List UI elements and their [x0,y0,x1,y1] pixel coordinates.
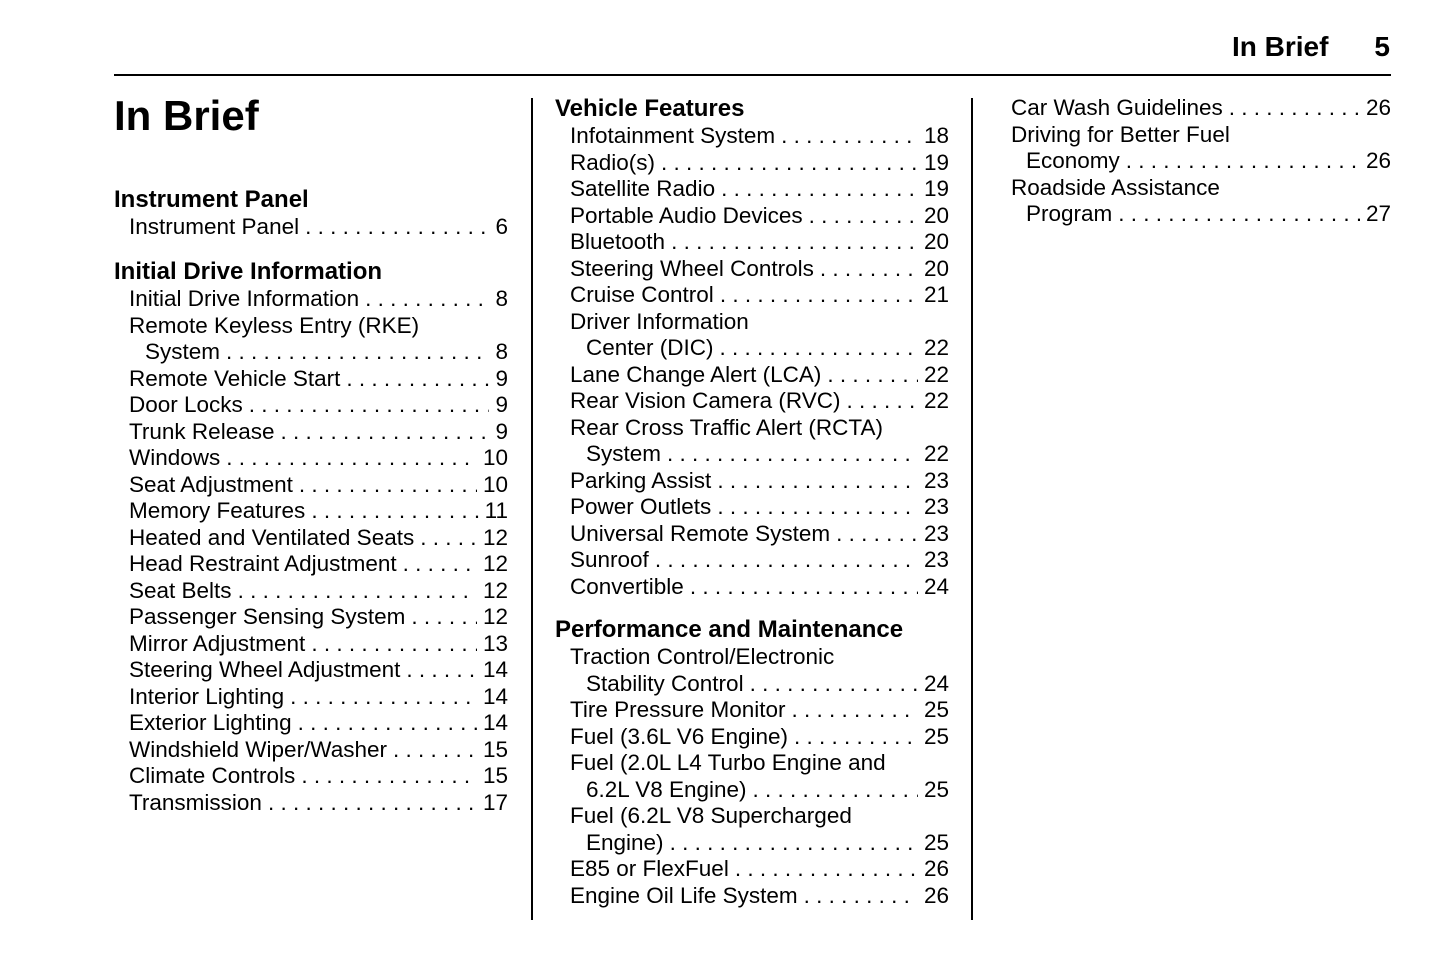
dot-leader [238,578,477,605]
toc-entry-line [114,763,508,790]
dot-leader [365,286,489,313]
toc-entry-line [114,710,508,737]
toc-entry [114,286,508,313]
toc-entry-line [555,176,949,203]
toc-entry-line [114,525,508,552]
entry-page-number: 12 [482,524,508,550]
entry-label: Traction Control/Electronic [570,644,835,669]
toc-entry-line [1011,95,1391,122]
dot-leader [411,604,477,631]
entry-page-number: 20 [923,202,949,228]
dot-leader [690,574,918,601]
entry-page-number: 20 [923,229,949,254]
entry-page-number: 17 [482,789,508,815]
dot-leader [717,468,918,495]
toc-entry [555,856,949,883]
toc-section [555,95,949,600]
toc-entry [114,498,508,525]
entry-page-number: 24 [923,670,949,696]
entry-label: Transmission [129,789,262,815]
dot-leader [753,777,918,804]
entry-page-number: 12 [482,577,508,603]
running-head-title: In Brief [1231,31,1329,62]
entry-page-number: 24 [923,573,949,599]
dot-leader [346,366,489,393]
entry-page-number: 14 [482,683,508,709]
dot-leader [661,150,918,177]
toc-entry [114,710,508,737]
toc-entry [555,415,949,468]
entry-label: Sunroof [570,547,649,572]
dot-leader [299,472,477,499]
toc-entry-line [555,574,949,601]
entry-page-number: 9 [495,418,508,444]
entry-page-number: 23 [923,467,949,493]
entry-label: Remote Keyless Entry (RKE) [129,312,420,338]
toc-entry-line [555,883,949,910]
toc-entry-line [555,388,949,415]
toc-entry-line [555,697,949,724]
toc-entry-line [555,229,949,256]
entry-label: Head Restraint Adjustment [129,551,397,576]
dot-leader [298,710,477,737]
toc-entry [114,763,508,790]
entry-label: E85 or FlexFuel [570,856,729,881]
toc-entry-line [114,445,508,472]
toc-section [1011,95,1391,228]
toc-entry-line [114,737,508,764]
entry-label: Cruise Control [570,282,714,307]
entry-page-number: 13 [482,630,508,656]
entry-label: Universal Remote System [570,520,831,546]
dot-leader [393,737,477,764]
entry-page-number: 18 [923,123,949,148]
entry-label: Initial Drive Information [129,286,360,311]
toc-entry [114,214,508,241]
entry-label: Rear Vision Camera (RVC) [570,388,841,413]
toc-entry [114,604,508,631]
entry-page-number: 8 [495,286,508,311]
toc-entry [555,468,949,495]
toc-entry-line [555,123,949,150]
dot-leader [671,229,918,256]
toc-entry-line [114,551,508,578]
dot-leader [667,441,918,468]
dot-leader [311,498,478,525]
toc-entry [555,697,949,724]
toc-entry-line [114,657,508,684]
entry-page-number: 14 [482,657,508,682]
toc-entry [555,547,949,574]
dot-leader [311,631,477,658]
dot-leader [420,525,477,552]
toc-entry-line [114,578,508,605]
toc-entry-line [114,214,508,241]
entry-label: Infotainment System [570,123,776,148]
dot-leader [1118,201,1360,228]
toc-entry [114,419,508,446]
entry-label: Economy [1026,148,1120,173]
toc-section [555,616,949,909]
dot-leader [655,547,918,574]
entry-label: Windows [129,445,221,470]
entry-label: Interior Lighting [129,683,285,709]
toc-entry-line [114,286,508,313]
entry-page-number: 26 [1365,95,1391,120]
entry-label: Trunk Release [129,418,275,444]
toc-entry [555,282,949,309]
section-entries [1011,95,1391,228]
toc-entry-line [1011,148,1391,175]
dot-leader [226,445,477,472]
entry-label: Steering Wheel Controls [570,255,814,281]
toc-entry [555,521,949,548]
dot-leader [794,724,918,751]
entry-label: Satellite Radio [570,176,716,201]
entry-label: Rear Cross Traffic Alert (RCTA) [570,414,883,440]
entry-page-number: 25 [923,697,949,722]
toc-entry [555,256,949,283]
toc-entry [1011,175,1391,228]
toc-entry-line [555,494,949,521]
toc-entry [555,644,949,697]
dot-leader [720,282,918,309]
toc-entry [114,551,508,578]
entry-label: Mirror Adjustment [129,630,306,656]
chapter-title: In Brief [114,92,259,139]
toc-entry [114,631,508,658]
toc-entry-line [555,441,949,468]
toc-entry-line [555,724,949,751]
toc-entry [114,684,508,711]
toc-entry [114,472,508,499]
toc-entry-line [114,604,508,631]
entry-page-number: 8 [495,339,508,364]
entry-label: Engine) [586,829,664,855]
entry-label: Remote Vehicle Start [129,365,341,391]
toc-entry-line [555,203,949,230]
toc-entry [555,494,949,521]
toc-entry-line [114,392,508,419]
entry-label: Fuel (6.2L V8 Supercharged [570,803,852,828]
dot-leader [781,123,918,150]
entry-page-number: 25 [923,829,949,855]
toc-entry [114,790,508,817]
entry-label: Passenger Sensing System [129,604,406,629]
toc-entry [114,445,508,472]
toc-entry [555,883,949,910]
entry-page-number: 22 [923,335,949,360]
entry-page-number: 26 [923,856,949,881]
toc-entry-line [114,790,508,817]
toc-entry [1011,95,1391,122]
toc-entry [114,737,508,764]
entry-label: Seat Belts [129,577,232,603]
dot-leader [226,339,489,366]
column-divider [531,98,533,920]
toc-entry-line [114,419,508,446]
entry-label: Instrument Panel [129,214,300,239]
entry-page-number: 12 [482,604,508,629]
dot-leader [249,392,490,419]
dot-leader [290,684,477,711]
toc-entry-line [555,256,949,283]
dot-leader [847,388,918,415]
toc-entry [555,750,949,803]
entry-page-number: 25 [923,776,949,802]
entry-page-number: 10 [482,445,508,470]
dot-leader [406,657,477,684]
column-divider [971,98,973,920]
entry-label: System [145,339,221,364]
dot-leader [717,494,918,521]
toc-entry [555,362,949,389]
toc-entry-line [114,366,508,393]
dot-leader [809,203,918,230]
page-number: 5 [1374,31,1390,62]
entry-page-number: 15 [482,763,508,788]
toc-entry [555,724,949,751]
entry-page-number: 22 [923,441,949,466]
toc-entry [555,388,949,415]
entry-label: Windshield Wiper/Washer [129,736,387,762]
entry-page-number: 14 [482,710,508,735]
toc-entry-line [555,521,949,548]
entry-page-number: 19 [923,149,949,175]
dot-leader [836,521,918,548]
entry-label: Tire Pressure Monitor [570,697,786,722]
dot-leader [804,883,918,910]
toc-section [114,258,508,816]
dot-leader [280,419,489,446]
entry-label: Door Locks [129,392,243,417]
dot-leader [305,214,489,241]
entry-label: Seat Adjustment [129,471,293,497]
header-rule [114,74,1391,76]
toc-entry-line [555,777,949,804]
toc-entry [555,123,949,150]
dot-leader [1229,95,1360,122]
entry-page-number: 25 [923,723,949,749]
toc-entry-line [555,671,949,698]
entry-page-number: 26 [923,882,949,908]
dot-leader [720,335,918,362]
entry-page-number: 9 [495,392,508,417]
toc-entry-line [555,282,949,309]
toc-entry [555,203,949,230]
dot-leader [268,790,477,817]
toc-entry-line [555,830,949,857]
toc-entry [114,578,508,605]
toc-entry-line [114,684,508,711]
entry-page-number: 19 [923,176,949,201]
dot-leader [403,551,477,578]
entry-label: Program [1026,201,1113,226]
toc-entry-line [114,472,508,499]
entry-page-number: 22 [923,361,949,387]
entry-page-number: 27 [1365,201,1391,226]
entry-label: System [586,441,662,466]
entry-label: Radio(s) [570,149,656,175]
entry-page-number: 23 [923,547,949,572]
entry-page-number: 6 [495,214,508,239]
entry-label: Driving for Better Fuel [1011,121,1230,147]
entry-page-number: 22 [923,388,949,413]
section-heading: Vehicle Features [555,95,745,122]
toc-entry-line [114,498,508,525]
dot-leader [820,256,918,283]
entry-label: Heated and Ventilated Seats [129,524,415,550]
entry-page-number: 11 [484,498,508,523]
section-heading: Performance and Maintenance [555,616,904,643]
entry-page-number: 23 [923,494,949,519]
toc-entry-line [114,631,508,658]
toc-entry-line [555,468,949,495]
entry-label: Climate Controls [129,763,296,788]
dot-leader [301,763,477,790]
running-head [1232,30,1390,64]
dot-leader [1126,148,1360,175]
toc-entry-line [114,339,508,366]
dot-leader [791,697,917,724]
entry-label: Engine Oil Life System [570,882,798,908]
entry-page-number: 21 [923,282,949,307]
entry-label: 6.2L V8 Engine) [586,776,747,802]
section-entries [114,214,508,241]
entry-page-number: 12 [482,551,508,576]
toc-entry [1011,122,1391,175]
entry-page-number: 23 [923,520,949,546]
toc-entry [114,313,508,366]
toc-entry-line [555,547,949,574]
dot-leader [750,671,918,698]
entry-label: Fuel (3.6L V6 Engine) [570,723,789,749]
section-heading: Instrument Panel [114,186,309,213]
entry-label: Car Wash Guidelines [1011,95,1223,120]
section-entries [114,286,508,816]
entry-page-number: 9 [495,365,508,391]
entry-label: Bluetooth [570,229,666,254]
entry-label: Center (DIC) [586,335,714,360]
toc-entry-line [555,150,949,177]
entry-page-number: 15 [482,736,508,762]
toc-entry [555,803,949,856]
entry-label: Portable Audio Devices [570,202,803,228]
toc-entry [114,657,508,684]
dot-leader [721,176,918,203]
toc-entry [114,366,508,393]
toc-entry-line [555,335,949,362]
entry-label: Convertible [570,573,684,599]
toc-entry-line [555,362,949,389]
entry-label: Power Outlets [570,494,712,519]
toc-entry [114,525,508,552]
entry-label: Parking Assist [570,467,712,493]
entry-label: Stability Control [586,670,744,696]
toc-entry-line [1011,201,1391,228]
entry-label: Memory Features [129,498,306,523]
toc-entry [555,309,949,362]
entry-label: Lane Change Alert (LCA) [570,361,822,387]
section-entries [555,644,949,909]
entry-label: Roadside Assistance [1011,174,1220,200]
entry-page-number: 10 [482,471,508,497]
section-entries [555,123,949,600]
entry-label: Fuel (2.0L L4 Turbo Engine and [570,750,886,775]
entry-page-number: 20 [923,255,949,281]
toc-entry [555,176,949,203]
entry-label: Driver Information [570,308,749,334]
toc-entry [555,574,949,601]
dot-leader [670,830,918,857]
section-heading: Initial Drive Information [114,258,383,285]
toc-entry [555,150,949,177]
toc-section [114,186,508,241]
toc-entry [555,229,949,256]
entry-label: Exterior Lighting [129,710,292,735]
entry-page-number: 26 [1365,148,1391,173]
dot-leader [735,856,918,883]
toc-entry [114,392,508,419]
toc-entry-line [555,856,949,883]
dot-leader [827,362,918,389]
entry-label: Steering Wheel Adjustment [129,657,401,682]
